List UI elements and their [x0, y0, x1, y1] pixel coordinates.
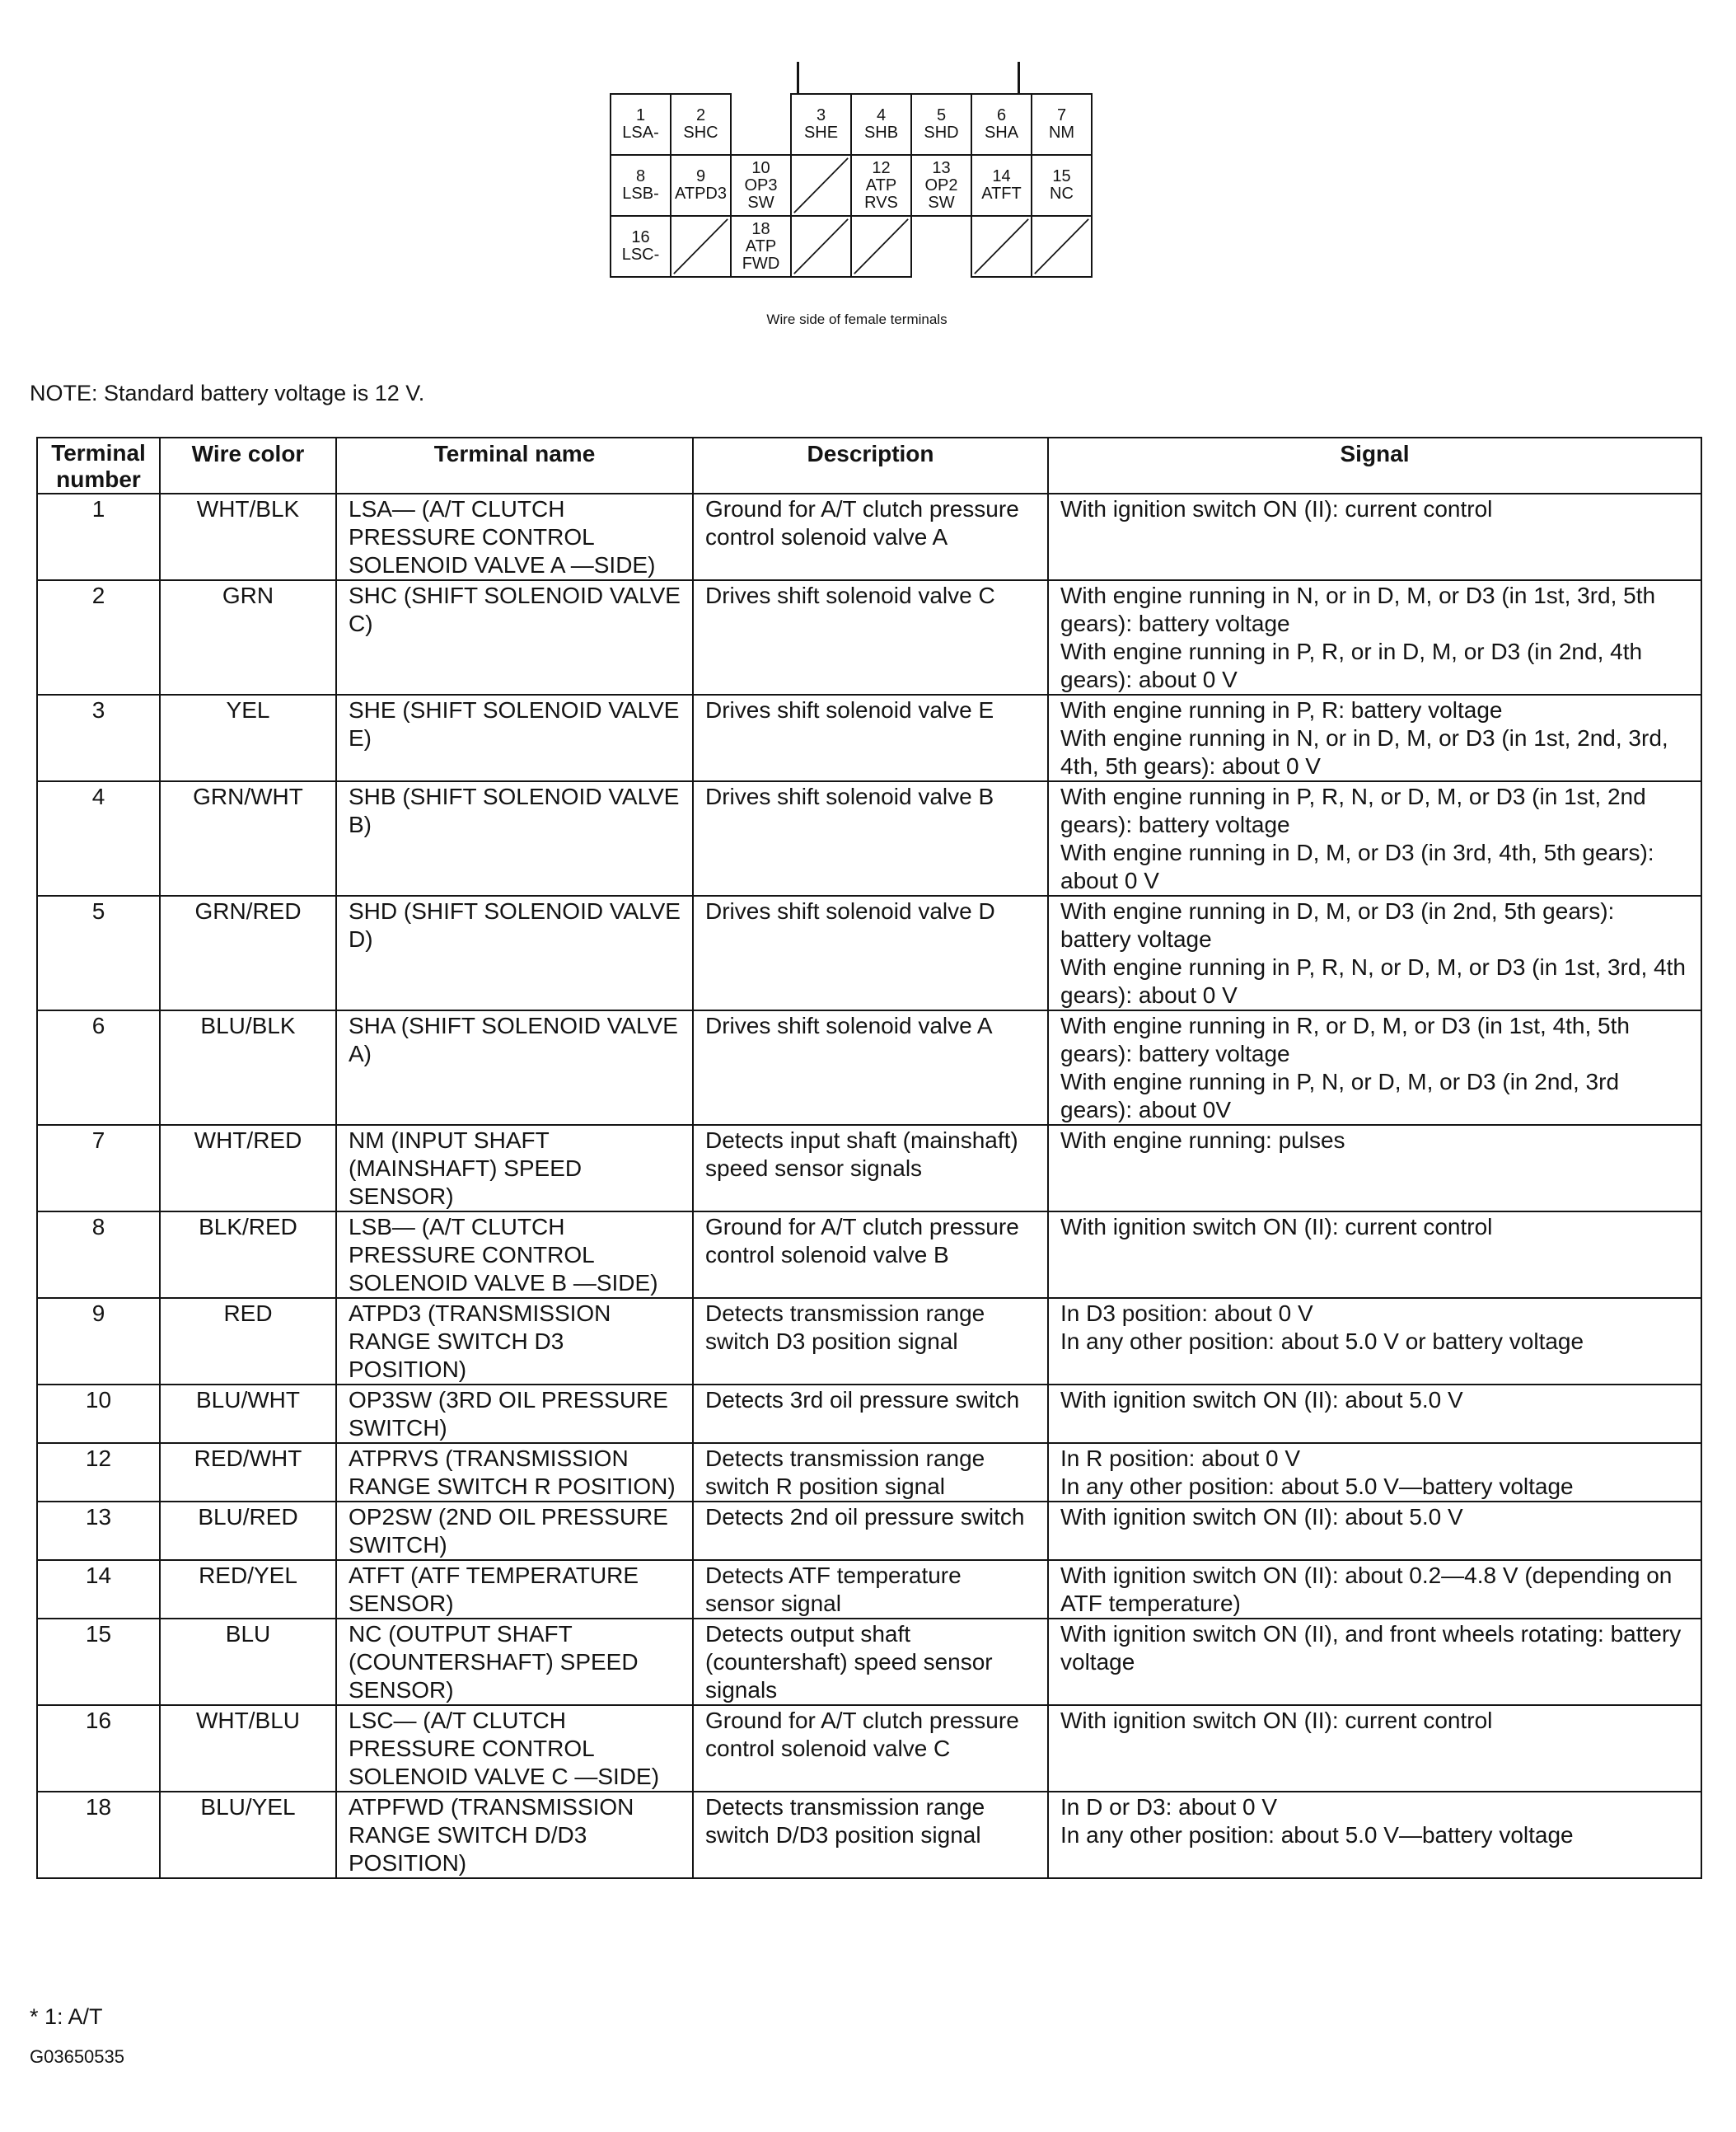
terminal-number-cell: 14: [37, 1560, 160, 1619]
signal-line: In any other position: about 5.0 V—battery voltage: [1060, 1822, 1574, 1848]
signal-line: With engine running in P, R, or in D, M, or D3 (in 2nd, 4th gears): about 0 V: [1060, 639, 1643, 692]
table-row: [37, 1705, 1701, 1792]
signal-line: With ignition switch ON (II): current control: [1060, 1214, 1493, 1239]
terminal-name-cell: ATPD3 (TRANSMISSION RANGE SWITCH D3 POSITION): [336, 1298, 693, 1385]
terminal-number-cell: 1: [37, 494, 160, 580]
unused-slash-icon: [792, 156, 850, 215]
terminal-label: SHA: [984, 124, 1019, 142]
terminal-number: 12: [872, 158, 891, 177]
terminal-number-cell: 7: [37, 1125, 160, 1211]
wire-color-cell: WHT/BLU: [160, 1705, 336, 1792]
unused-slash-icon: [792, 217, 850, 276]
connector-terminal: [971, 155, 1032, 216]
description-cell: Detects transmission range switch D/D3 position signal: [693, 1792, 1048, 1878]
wire-color-cell: GRN: [160, 580, 336, 695]
signal-cell: [1048, 695, 1701, 781]
signal-line: With ignition switch ON (II): current control: [1060, 1708, 1493, 1733]
terminal-label: SHC: [683, 124, 718, 142]
connector-terminal: [731, 155, 791, 216]
terminal-number: 6: [996, 106, 1007, 124]
terminal-name-cell: ATPRVS (TRANSMISSION RANGE SWITCH R POSITION): [336, 1443, 693, 1502]
connector-terminal: [611, 155, 671, 216]
terminal-label: SHB: [863, 124, 899, 142]
signal-cell: [1048, 580, 1701, 695]
terminal-number-cell: 5: [37, 896, 160, 1010]
signal-line: With ignition switch ON (II), and front wheels rotating: battery voltage: [1060, 1621, 1682, 1675]
connector-terminal: [611, 94, 671, 155]
connector-terminal: [791, 94, 851, 155]
terminal-number-cell: 2: [37, 580, 160, 695]
unused-slash-icon: [852, 217, 910, 276]
table-row: [37, 494, 1701, 580]
description-cell: Detects transmission range switch D3 position signal: [693, 1298, 1048, 1385]
table-row: [37, 1443, 1701, 1502]
connector-caption: Wire side of female terminals: [766, 312, 948, 327]
signal-line: With engine running in R, or D, M, or D3 (in 1st, 4th, 5th gears): battery voltage: [1060, 1013, 1630, 1066]
table-row: [37, 580, 1701, 695]
terminal-name-cell: LSC— (A/T CLUTCH PRESSURE CONTROL SOLENOID VALVE C —SIDE): [336, 1705, 693, 1792]
table-header-row: [37, 438, 1701, 494]
connector-diagram: [610, 62, 1104, 284]
connector-terminal: [731, 216, 791, 277]
wire-color-cell: WHT/RED: [160, 1125, 336, 1211]
signal-cell: [1048, 1211, 1701, 1298]
terminal-number-cell: 10: [37, 1385, 160, 1443]
terminal-label: SHD: [924, 124, 959, 142]
terminal-number: 3: [816, 106, 826, 124]
signal-cell: [1048, 1619, 1701, 1705]
connector-empty-cell: [731, 94, 791, 155]
signal-line: In R position: about 0 V: [1060, 1446, 1301, 1471]
connector-terminal-grid: [610, 93, 1093, 278]
terminal-label: NC: [1050, 185, 1074, 203]
table-row: [37, 1298, 1701, 1385]
connector-gap: [911, 216, 971, 277]
wire-color-cell: BLU/WHT: [160, 1385, 336, 1443]
terminal-name-cell: LSB— (A/T CLUTCH PRESSURE CONTROL SOLENOID VALVE B —SIDE): [336, 1211, 693, 1298]
description-cell: Detects transmission range switch R position signal: [693, 1443, 1048, 1502]
terminal-name-cell: ATPFWD (TRANSMISSION RANGE SWITCH D/D3 POSITION): [336, 1792, 693, 1878]
terminal-label: LSB-: [622, 185, 659, 203]
terminal-label: OP2 SW: [924, 176, 958, 212]
signal-line: In any other position: about 5.0 V or battery voltage: [1060, 1328, 1584, 1354]
wire-color-cell: BLU/BLK: [160, 1010, 336, 1125]
terminal-number: 14: [992, 167, 1011, 185]
unused-slash-icon: [1032, 217, 1091, 276]
wire-color-cell: BLU/YEL: [160, 1792, 336, 1878]
terminal-number: 9: [695, 167, 706, 185]
signal-line: With engine running in P, R, N, or D, M, or D3 (in 1st, 3rd, 4th gears): about 0 V: [1060, 954, 1686, 1008]
signal-cell: [1048, 1125, 1701, 1211]
signal-line: With engine running in P, N, or D, M, or D3 (in 2nd, 3rd gears): about 0V: [1060, 1069, 1620, 1122]
connector-row: [611, 155, 1092, 216]
signal-cell: [1048, 1443, 1701, 1502]
table-row: [37, 896, 1701, 1010]
wire-color-cell: GRN/RED: [160, 896, 336, 1010]
signal-cell: [1048, 1792, 1701, 1878]
signal-cell: [1048, 1298, 1701, 1385]
terminal-number: 2: [695, 106, 706, 124]
terminal-label: LSC-: [621, 246, 660, 264]
connector-unused-terminal: [1032, 216, 1092, 277]
unused-slash-icon: [972, 217, 1031, 276]
connector-terminal: [971, 94, 1032, 155]
connector-terminal: [611, 216, 671, 277]
table-row: [37, 1211, 1701, 1298]
signal-cell: [1048, 896, 1701, 1010]
description-cell: Detects output shaft (countershaft) speed sensor signals: [693, 1619, 1048, 1705]
signal-line: With engine running in P, R: battery voltage: [1060, 697, 1503, 723]
terminal-label: SHE: [803, 124, 839, 142]
connector-terminal: [671, 94, 731, 155]
terminal-number: 5: [936, 106, 947, 124]
signal-cell: [1048, 1502, 1701, 1560]
terminal-name-cell: SHC (SHIFT SOLENOID VALVE C): [336, 580, 693, 695]
signal-line: With engine running in P, R, N, or D, M, or D3 (in 1st, 2nd gears): battery voltage: [1060, 784, 1646, 837]
figure-id: G03650535: [30, 2046, 124, 2067]
wire-color-cell: RED: [160, 1298, 336, 1385]
connector-unused-terminal: [791, 216, 851, 277]
table-row: [37, 1010, 1701, 1125]
connector-unused-terminal: [851, 216, 911, 277]
signal-cell: [1048, 781, 1701, 896]
connector-unused-terminal: [671, 216, 731, 277]
table-row: [37, 1560, 1701, 1619]
terminal-label: ATP RVS: [864, 176, 898, 212]
terminal-number: 16: [631, 228, 650, 246]
wire-color-cell: RED/WHT: [160, 1443, 336, 1502]
wire-color-cell: BLU/RED: [160, 1502, 336, 1560]
voltage-note: NOTE: Standard battery voltage is 12 V.: [30, 381, 425, 405]
header-terminal-number: Terminal number: [37, 438, 160, 494]
connector-lead-left: [797, 62, 799, 95]
terminal-number: 10: [751, 158, 770, 177]
terminal-name-cell: SHB (SHIFT SOLENOID VALVE B): [336, 781, 693, 896]
signal-line: With engine running in D, M, or D3 (in 2nd, 5th gears): battery voltage: [1060, 898, 1615, 952]
terminal-number-cell: 3: [37, 695, 160, 781]
connector-row: [611, 94, 1092, 155]
description-cell: Ground for A/T clutch pressure control solenoid valve C: [693, 1705, 1048, 1792]
description-cell: Drives shift solenoid valve A: [693, 1010, 1048, 1125]
table-row: [37, 781, 1701, 896]
description-cell: Detects 2nd oil pressure switch: [693, 1502, 1048, 1560]
terminal-name-cell: OP2SW (2ND OIL PRESSURE SWITCH): [336, 1502, 693, 1560]
connector-unused-terminal: [971, 216, 1032, 277]
description-cell: Detects 3rd oil pressure switch: [693, 1385, 1048, 1443]
terminal-number: 8: [635, 167, 646, 185]
signal-line: With engine running in D, M, or D3 (in 3rd, 4th, 5th gears): about 0 V: [1060, 840, 1654, 893]
wire-color-cell: WHT/BLK: [160, 494, 336, 580]
terminal-label: ATFT: [981, 185, 1022, 203]
header-terminal-name: Terminal name: [336, 438, 693, 494]
table-row: [37, 1125, 1701, 1211]
signal-line: With ignition switch ON (II): about 5.0 V: [1060, 1504, 1463, 1530]
signal-line: In D3 position: about 0 V: [1060, 1300, 1313, 1326]
terminal-number-cell: 15: [37, 1619, 160, 1705]
table-row: [37, 1502, 1701, 1560]
terminal-number: 1: [635, 106, 646, 124]
wire-color-cell: YEL: [160, 695, 336, 781]
terminal-number: 18: [751, 219, 770, 238]
description-cell: Detects input shaft (mainshaft) speed sensor signals: [693, 1125, 1048, 1211]
terminal-name-cell: SHD (SHIFT SOLENOID VALVE D): [336, 896, 693, 1010]
terminal-name-cell: ATFT (ATF TEMPERATURE SENSOR): [336, 1560, 693, 1619]
table-row: [37, 1792, 1701, 1878]
connector-terminal: [851, 94, 911, 155]
unused-slash-icon: [671, 217, 730, 276]
signal-line: With engine running in N, or in D, M, or D3 (in 1st, 2nd, 3rd, 4th, 5th gears): about 0 V: [1060, 725, 1668, 779]
connector-terminal: [851, 155, 911, 216]
terminal-name-cell: LSA— (A/T CLUTCH PRESSURE CONTROL SOLENOID VALVE A —SIDE): [336, 494, 693, 580]
terminal-number: 7: [1056, 106, 1067, 124]
terminal-number-cell: 9: [37, 1298, 160, 1385]
wire-color-cell: BLK/RED: [160, 1211, 336, 1298]
description-cell: Ground for A/T clutch pressure control solenoid valve A: [693, 494, 1048, 580]
signal-cell: [1048, 1010, 1701, 1125]
table-row: [37, 695, 1701, 781]
terminal-label: NM: [1048, 124, 1075, 142]
terminal-number-cell: 12: [37, 1443, 160, 1502]
signal-line: With engine running in N, or in D, M, or D3 (in 1st, 3rd, 5th gears): battery voltage: [1060, 583, 1656, 636]
connector-terminal: [911, 94, 971, 155]
terminal-label: ATPD3: [675, 185, 727, 203]
description-cell: Drives shift solenoid valve C: [693, 580, 1048, 695]
header-signal: Signal: [1048, 438, 1701, 494]
header-wire-color: Wire color: [160, 438, 336, 494]
header-description: Description: [693, 438, 1048, 494]
terminal-number-cell: 18: [37, 1792, 160, 1878]
terminal-number: 15: [1052, 167, 1071, 185]
description-cell: Drives shift solenoid valve B: [693, 781, 1048, 896]
signal-line: With ignition switch ON (II): current control: [1060, 496, 1493, 522]
terminal-name-cell: SHE (SHIFT SOLENOID VALVE E): [336, 695, 693, 781]
terminal-number-cell: 16: [37, 1705, 160, 1792]
terminal-number: 13: [932, 158, 951, 177]
description-cell: Drives shift solenoid valve E: [693, 695, 1048, 781]
signal-line: In any other position: about 5.0 V—battery voltage: [1060, 1474, 1574, 1499]
connector-lead-right: [1018, 62, 1020, 95]
terminal-label: LSA-: [622, 124, 659, 142]
signal-cell: [1048, 1705, 1701, 1792]
signal-line: With engine running: pulses: [1060, 1127, 1345, 1153]
wire-color-cell: RED/YEL: [160, 1560, 336, 1619]
connector-terminal: [1032, 94, 1092, 155]
connector-unused-terminal: [791, 155, 851, 216]
signal-cell: [1048, 494, 1701, 580]
terminal-label: OP3 SW: [744, 176, 778, 212]
terminal-number-cell: 13: [37, 1502, 160, 1560]
terminal-number-cell: 4: [37, 781, 160, 896]
wire-color-cell: BLU: [160, 1619, 336, 1705]
connector-terminal: [911, 155, 971, 216]
signal-line: With ignition switch ON (II): about 5.0 V: [1060, 1387, 1463, 1413]
table-row: [37, 1385, 1701, 1443]
terminal-name-cell: OP3SW (3RD OIL PRESSURE SWITCH): [336, 1385, 693, 1443]
signal-cell: [1048, 1385, 1701, 1443]
footnote: * 1: A/T: [30, 2004, 103, 2029]
terminal-table: [36, 437, 1702, 1879]
signal-cell: [1048, 1560, 1701, 1619]
terminal-name-cell: NM (INPUT SHAFT (MAINSHAFT) SPEED SENSOR): [336, 1125, 693, 1211]
connector-terminal: [671, 155, 731, 216]
terminal-number-cell: 8: [37, 1211, 160, 1298]
connector-row: [611, 216, 1092, 277]
description-cell: Ground for A/T clutch pressure control solenoid valve B: [693, 1211, 1048, 1298]
terminal-name-cell: SHA (SHIFT SOLENOID VALVE A): [336, 1010, 693, 1125]
wire-color-cell: GRN/WHT: [160, 781, 336, 896]
terminal-label: ATP FWD: [742, 237, 780, 273]
description-cell: Drives shift solenoid valve D: [693, 896, 1048, 1010]
table-row: [37, 1619, 1701, 1705]
connector-terminal: [1032, 155, 1092, 216]
terminal-name-cell: NC (OUTPUT SHAFT (COUNTERSHAFT) SPEED SENSOR): [336, 1619, 693, 1705]
terminal-number-cell: 6: [37, 1010, 160, 1125]
description-cell: Detects ATF temperature sensor signal: [693, 1560, 1048, 1619]
signal-line: With ignition switch ON (II): about 0.2—4.8 V (depending on ATF temperature): [1060, 1563, 1673, 1616]
terminal-number: 4: [876, 106, 887, 124]
signal-line: In D or D3: about 0 V: [1060, 1794, 1278, 1820]
